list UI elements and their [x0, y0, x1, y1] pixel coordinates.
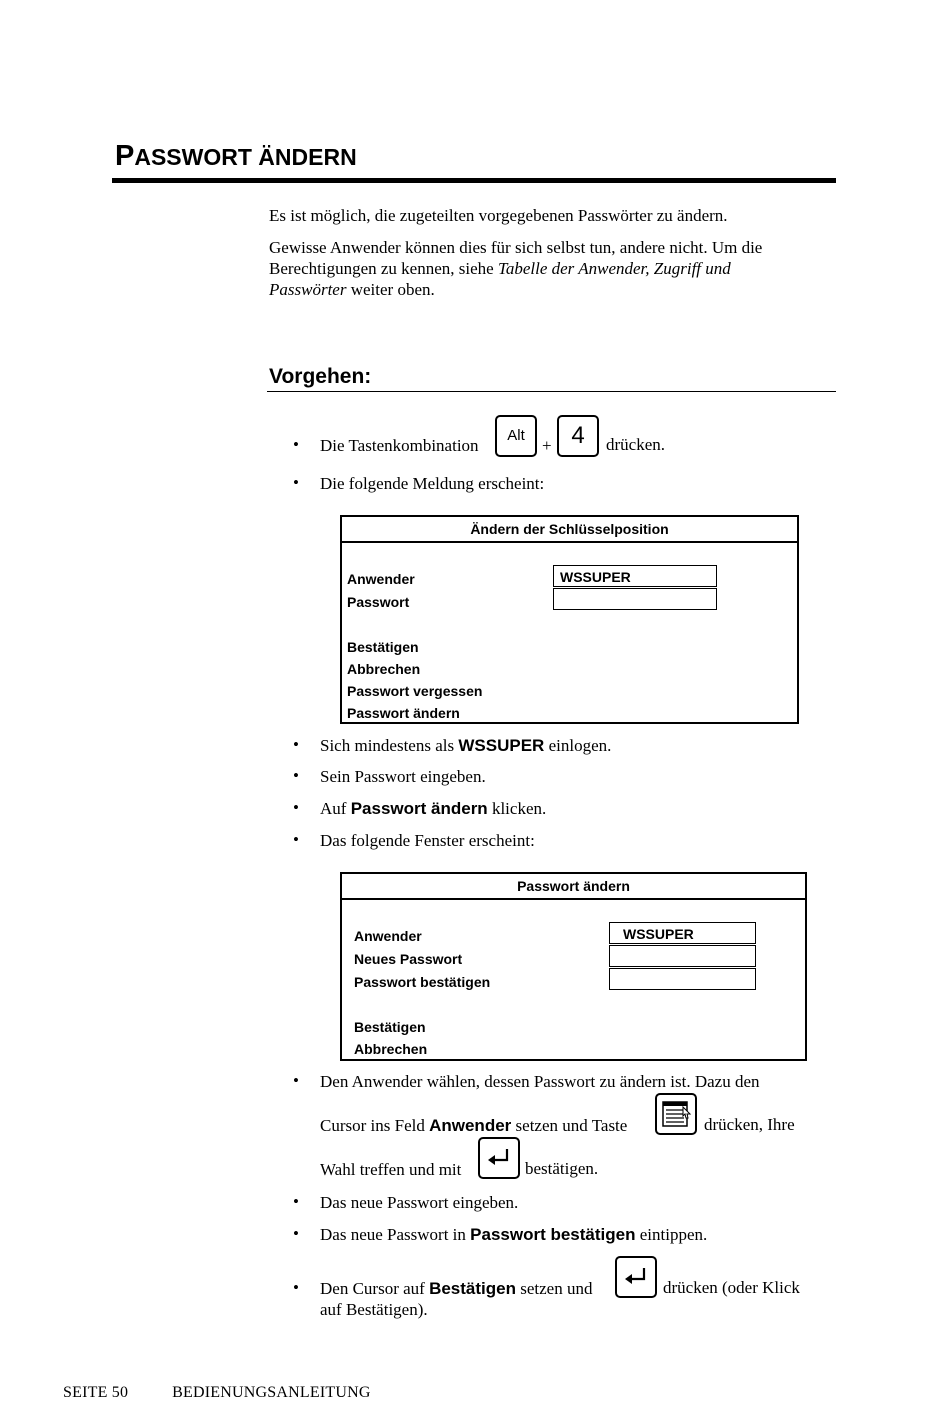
new-password-label: Neues Passwort [354, 951, 463, 967]
cancel-option[interactable]: Abbrechen [354, 1041, 428, 1057]
step-key-combination-end: drücken. [606, 435, 666, 454]
alt-key-icon: Alt [495, 415, 537, 457]
step-select-user-line2: Cursor ins Feld Anwender setzen und Taste [320, 1116, 628, 1135]
step-select-user-line3: Wahl treffen und mit [320, 1160, 462, 1179]
bullet: • [293, 1224, 299, 1243]
step-select-user-line3-end: bestätigen. [525, 1159, 599, 1178]
user-label: Anwender [354, 928, 422, 944]
user-field[interactable]: WSSUPER [609, 922, 756, 944]
intro-paragraph-2: Gewisse Anwender können dies für sich selbst tun, andere nicht. Um die Berechtigungen zu kennen, siehe Tabelle der Anwender, Zugriff und Passwörter weiter oben. [269, 238, 763, 299]
plus-sign: + [542, 436, 552, 455]
bullet: • [293, 1192, 299, 1211]
step-key-combination: Die Tastenkombination [320, 436, 479, 455]
step-confirm-line1: Den Cursor auf Bestätigen setzen und [320, 1279, 593, 1298]
dialog-change-password [340, 872, 807, 1061]
document-title: BEDIENUNGSANLEITUNG [172, 1384, 371, 1401]
new-password-field[interactable] [609, 945, 756, 967]
cancel-option[interactable]: Abbrechen [347, 661, 421, 677]
step-confirm-password: Das neue Passwort in Passwort bestätigen eintippen. [320, 1225, 708, 1244]
confirm-option[interactable]: Bestätigen [347, 639, 419, 655]
section-rule [267, 391, 836, 392]
confirm-password-field[interactable] [609, 968, 756, 990]
bullet: • [293, 1071, 299, 1090]
dialog-title: Ändern der Schlüsselposition [342, 517, 797, 543]
user-field[interactable]: WSSUPER [553, 565, 717, 587]
page-footer [63, 1384, 371, 1402]
page-title: PASSWORT ÄNDERN [115, 140, 357, 172]
dialog-change-key-position [340, 515, 799, 724]
dialog-title: Passwort ändern [342, 874, 805, 900]
bullet: • [293, 1278, 299, 1297]
step-message-appears: Die folgende Meldung erscheint: [320, 474, 545, 493]
confirm-option[interactable]: Bestätigen [354, 1019, 426, 1035]
step-new-password: Das neue Passwort eingeben. [320, 1193, 519, 1212]
bullet: • [293, 735, 299, 754]
bullet: • [293, 435, 299, 454]
step-window-appears: Das folgende Fenster erscheint: [320, 831, 535, 850]
list-select-icon [655, 1093, 697, 1135]
user-label: Anwender [347, 571, 415, 587]
section-heading: Vorgehen: [269, 365, 372, 388]
step-select-user-line1: Den Anwender wählen, dessen Passwort zu ändern ist. Dazu den [320, 1072, 760, 1091]
page-number: SEITE 50 [63, 1384, 129, 1401]
step-enter-password: Sein Passwort eingeben. [320, 767, 486, 786]
bullet: • [293, 473, 299, 492]
step-confirm-line1-end: drücken (oder Klick [663, 1278, 800, 1297]
bullet: • [293, 830, 299, 849]
enter-key-icon [478, 1137, 520, 1179]
password-label: Passwort [347, 594, 410, 610]
intro-paragraph-1: Es ist möglich, die zugeteilten vorgegebenen Passwörter zu ändern. [269, 206, 728, 225]
enter-key-icon [615, 1256, 657, 1298]
password-field[interactable] [553, 588, 717, 610]
bullet: • [293, 798, 299, 817]
confirm-password-label: Passwort bestätigen [354, 974, 491, 990]
bullet: • [293, 766, 299, 785]
step-confirm-line2: auf Bestätigen). [320, 1300, 428, 1319]
step-select-user-line2-end: drücken, Ihre [704, 1115, 795, 1134]
step-login: Sich mindestens als WSSUPER einlogen. [320, 736, 612, 755]
step-click-change: Auf Passwort ändern klicken. [320, 799, 547, 818]
title-rule [112, 178, 836, 183]
forgot-password-option[interactable]: Passwort vergessen [347, 683, 483, 699]
change-password-option[interactable]: Passwort ändern [347, 705, 460, 721]
four-key-icon: 4 [557, 415, 599, 457]
